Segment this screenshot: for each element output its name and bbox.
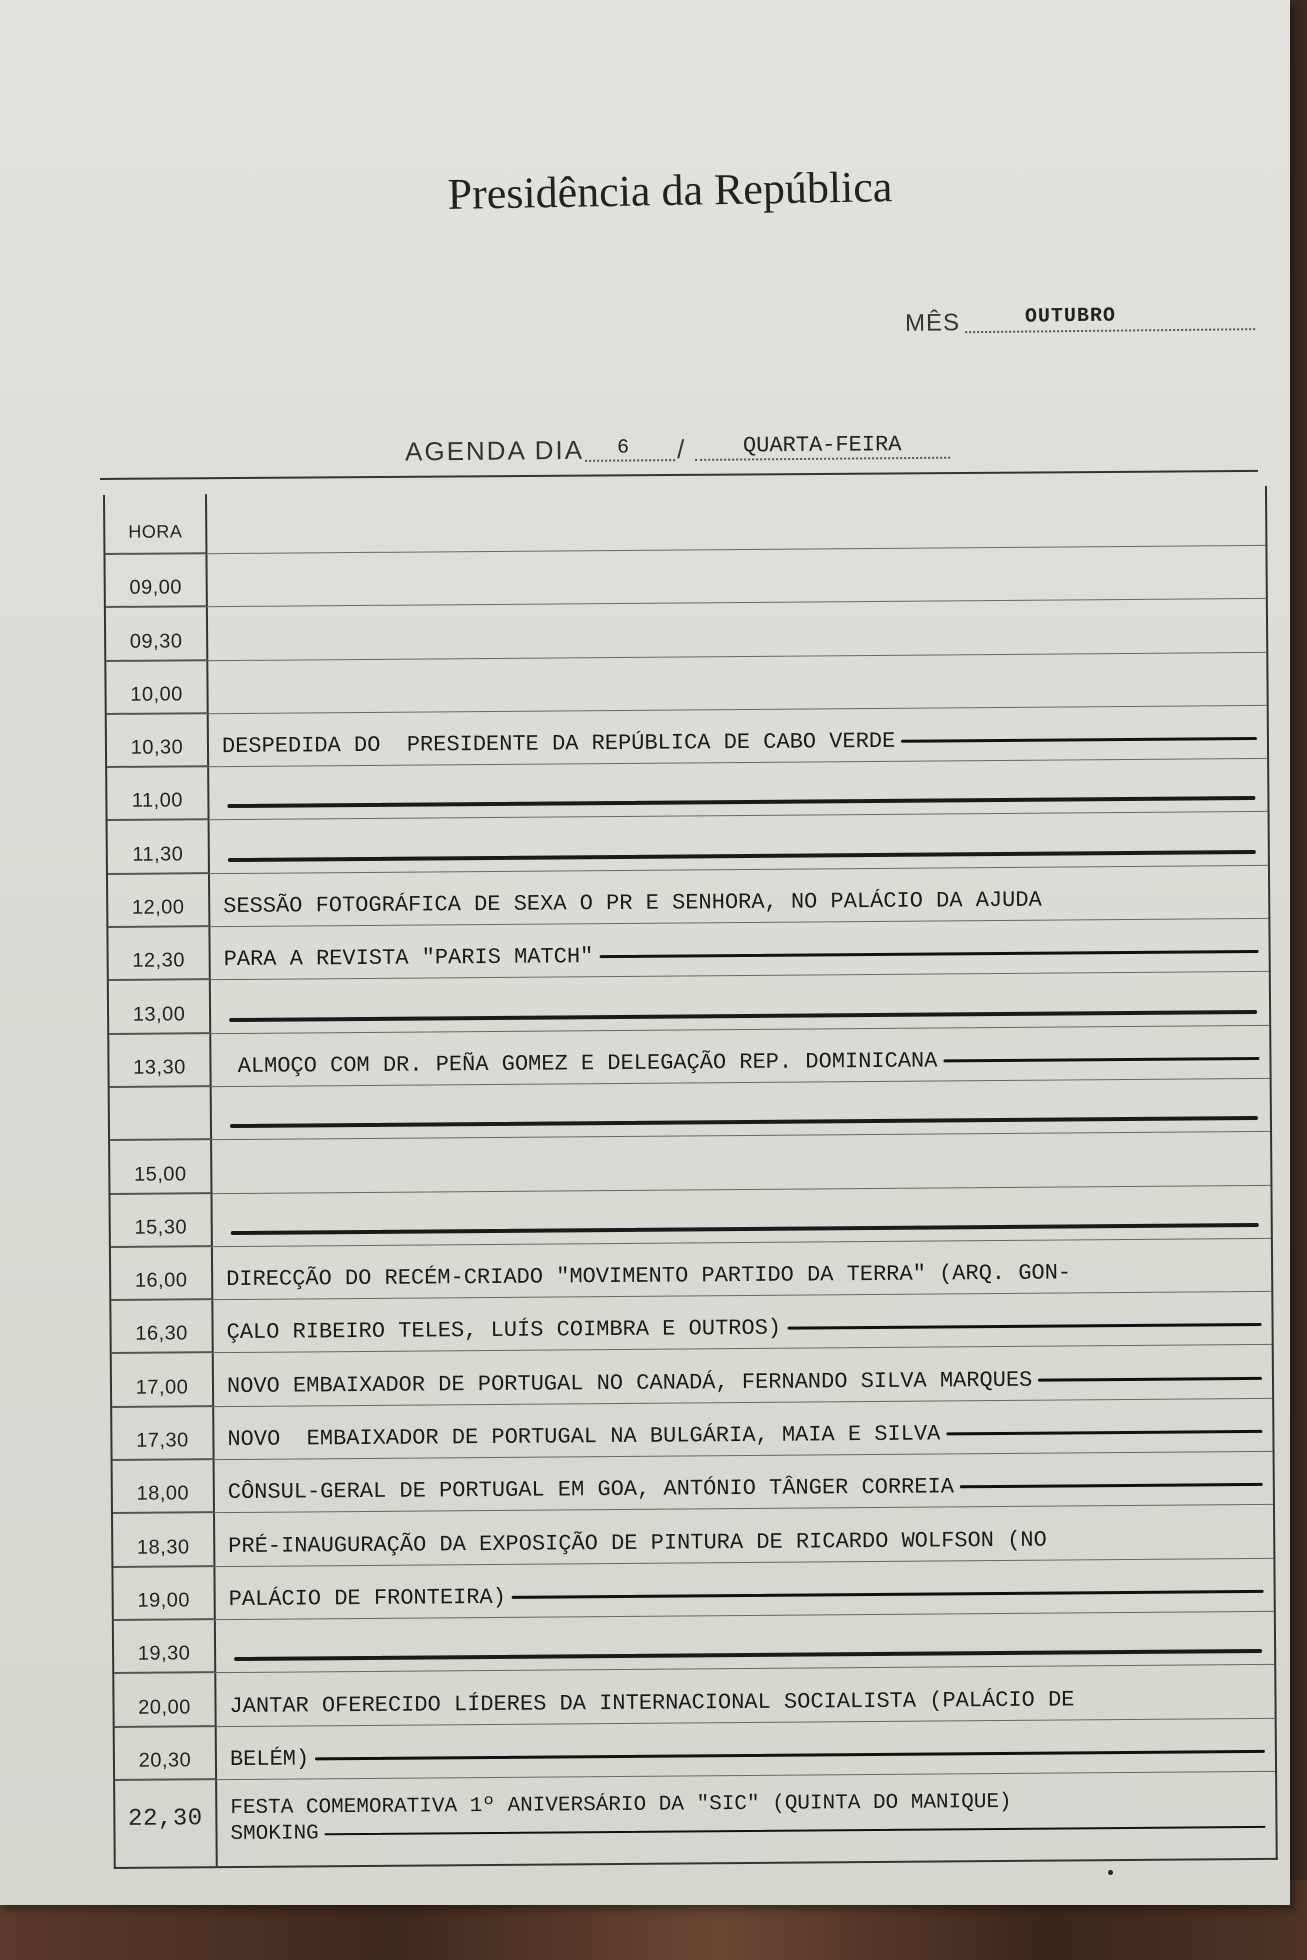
table-header-row	[105, 486, 1265, 555]
table-row	[106, 599, 1266, 661]
hora-cell: 19,30	[137, 1642, 191, 1666]
ink-strike-line	[325, 1826, 1266, 1835]
hora-cell: 11,30	[132, 843, 184, 866]
entry-text: NOVO EMBAIXADOR DE PORTUGAL NO CANADÁ, FERNANDO SILVA MARQUES	[226, 1367, 1033, 1399]
table-row	[114, 1665, 1274, 1727]
table-row	[108, 812, 1268, 874]
entry-cell	[226, 1312, 1261, 1345]
month-field	[905, 298, 1255, 338]
table-row	[110, 1079, 1270, 1141]
entry-cell	[226, 1259, 1261, 1292]
ink-strike-line	[228, 850, 1256, 862]
entry-text: SMOKING	[230, 1822, 319, 1846]
ink-strike-line	[230, 1116, 1258, 1128]
table-row	[111, 1239, 1271, 1301]
entry-text: ALMOÇO COM DR. PEÑA GOMEZ E DELEGAÇÃO REP. DOMINICANA	[224, 1048, 938, 1080]
month-label: MÊS	[904, 309, 961, 337]
entry-cell	[227, 1419, 1262, 1452]
entry-cell	[227, 1366, 1262, 1399]
table-row	[113, 1505, 1273, 1567]
agenda-label: AGENDA DIA	[404, 434, 585, 467]
ink-strike-line	[1038, 1377, 1262, 1382]
ink-strike-line	[227, 796, 1255, 808]
entry-cell	[223, 886, 1258, 919]
entry-text: NOVO EMBAIXADOR DE PORTUGAL NA BULGÁRIA, MAIA E SILVA	[227, 1421, 941, 1453]
entry-text: ÇALO RIBEIRO TELES, LUÍS COIMBRA E OUTROS)	[226, 1316, 782, 1346]
hora-cell: 22,30	[128, 1805, 203, 1833]
hora-cell: 09,00	[129, 576, 183, 600]
month-dotted-line	[965, 328, 1255, 333]
weekday-value: QUARTA-FEIRA	[742, 432, 902, 459]
hora-cell: 16,30	[135, 1322, 188, 1346]
entry-cell	[229, 1686, 1264, 1719]
page-title: Presidência da República	[447, 162, 893, 219]
hora-cell: 18,30	[136, 1536, 190, 1559]
table-row	[108, 866, 1268, 928]
table-row	[113, 1452, 1273, 1514]
entry-text: PALÁCIO DE FRONTEIRA)	[228, 1584, 507, 1613]
hora-cell: 10,00	[130, 683, 183, 706]
entry-cell	[230, 1739, 1265, 1772]
ink-strike-line	[231, 1223, 1259, 1235]
table-row	[115, 1718, 1275, 1780]
entry-text: JANTAR OFERECIDO LÍDERES DA INTERNACIONAL SOCIALISTA (PALÁCIO DE	[229, 1687, 1075, 1719]
month-value: OUTUBRO	[1024, 304, 1117, 329]
entry-cell	[224, 1046, 1259, 1079]
ink-strike-line	[943, 1057, 1259, 1062]
ink-strike-line	[901, 737, 1257, 743]
ink-strike-line	[229, 1010, 1257, 1022]
entry-text: DIRECÇÃO DO RECÉM-CRIADO "MOVIMENTO PARTIDO DA TERRA" (ARQ. GON-	[226, 1260, 1072, 1293]
hora-cell: 18,00	[136, 1482, 190, 1506]
entry-text: FESTA COMEMORATIVA 1º ANIVERSÁRIO DA "SIC" (QUINTA DO MANIQUE)	[230, 1790, 1012, 1820]
ink-strike-line	[512, 1590, 1264, 1599]
hora-cell: 11,00	[131, 789, 184, 813]
table-row	[115, 1772, 1276, 1851]
ink-strike-line	[599, 950, 1258, 958]
ink-strike-line	[315, 1750, 1265, 1760]
hora-cell: 19,00	[137, 1589, 191, 1612]
table-top-rule	[100, 470, 1258, 480]
entry-cell	[224, 939, 1259, 972]
table-row	[109, 972, 1269, 1034]
table-row	[112, 1345, 1272, 1407]
ink-dot	[1108, 1870, 1113, 1875]
entry-cell	[228, 1526, 1263, 1559]
day-value: 6	[616, 436, 630, 460]
table-row	[112, 1399, 1272, 1461]
hora-cell	[110, 1132, 210, 1133]
hora-cell: 15,00	[133, 1162, 187, 1186]
table-row	[109, 1026, 1269, 1088]
hora-cell: 20,00	[138, 1695, 191, 1719]
entry-cell	[228, 1472, 1263, 1505]
entry-text: CÔNSUL-GERAL DE PORTUGAL EM GOA, ANTÓNIO TÂNGER CORREIA	[227, 1474, 955, 1506]
day-separator: /	[676, 434, 685, 465]
table-row	[107, 759, 1267, 821]
table-row	[111, 1292, 1271, 1354]
table-row	[110, 1185, 1270, 1247]
ink-strike-line	[960, 1483, 1263, 1488]
entry-cell	[229, 1579, 1264, 1612]
entry-cell	[222, 726, 1257, 759]
hora-cell: 13,30	[133, 1056, 186, 1079]
hora-cell: 17,30	[136, 1429, 189, 1452]
hora-cell: 16,00	[134, 1269, 188, 1292]
ink-strike-line	[946, 1430, 1262, 1435]
ink-strike-line	[787, 1323, 1262, 1330]
entry-text: DESPEDIDA DO PRESIDENTE DA REPÚBLICA DE CABO VERDE	[221, 728, 896, 760]
table-row	[114, 1612, 1274, 1674]
entry-text: PARA A REVISTA "PARIS MATCH"	[223, 944, 594, 973]
hora-cell: 15,30	[134, 1216, 188, 1239]
hora-header: HORA	[128, 521, 183, 542]
table-row	[107, 706, 1267, 768]
table-row	[105, 546, 1265, 608]
table-row	[106, 652, 1266, 714]
table-row	[110, 1132, 1270, 1194]
hora-cell: 12,30	[132, 949, 186, 973]
entry-text: SESSÃO FOTOGRÁFICA DE SEXA O PR E SENHORA, NO PALÁCIO DA AJUDA	[223, 887, 1042, 920]
entry-cell	[230, 1788, 1265, 1848]
hora-cell: 20,30	[138, 1749, 192, 1772]
table-row	[113, 1559, 1273, 1621]
hora-cell: 13,00	[132, 1003, 186, 1026]
hora-cell: 17,00	[135, 1376, 189, 1399]
agenda-day-field	[405, 423, 965, 468]
entry-text: PRÉ-INAUGURAÇÃO DA EXPOSIÇÃO DE PINTURA DE RICARDO WOLFSON (NO	[228, 1527, 1047, 1559]
hora-cell: 12,00	[131, 896, 185, 919]
table-row	[108, 919, 1268, 981]
day-dotted-line	[585, 459, 675, 462]
agenda-table	[103, 486, 1278, 1869]
entry-text: BELÉM)	[229, 1746, 310, 1772]
ink-strike-line	[234, 1649, 1262, 1661]
hora-cell: 09,30	[129, 629, 183, 653]
hora-cell: 10,30	[130, 736, 184, 759]
